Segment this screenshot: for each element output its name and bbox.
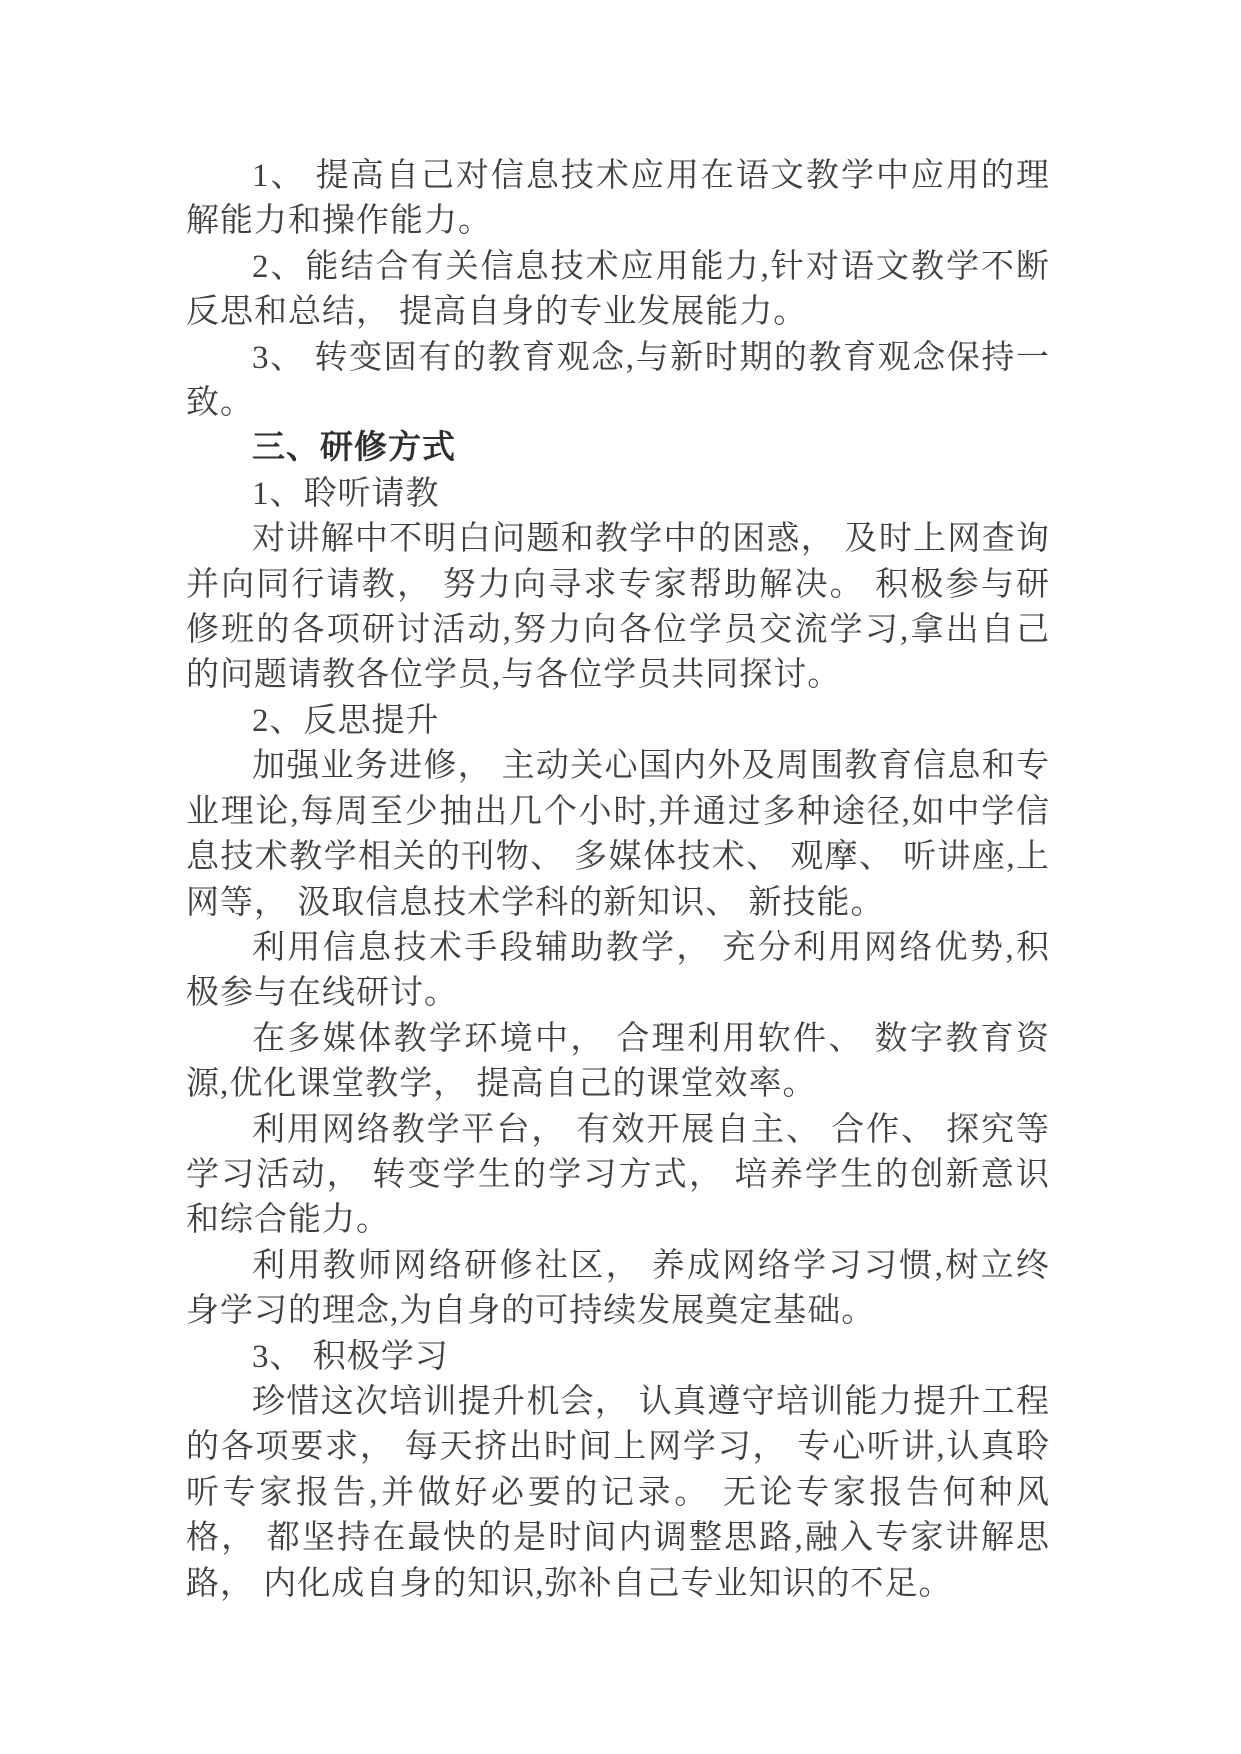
paragraph-goal-2: 2、能结合有关信息技术应用能力,针对语文教学不断反思和总结， 提高自身的专业发展能力。 xyxy=(186,248,1050,331)
paragraph-reflect-body-5: 利用教师网络研修社区， 养成网络学习习惯,树立终身学习的理念,为自身的可持续发展奠定基础。 xyxy=(186,1247,1050,1330)
section-heading-research-methods: 三、研修方式 xyxy=(252,430,456,467)
paragraph-reflect-body-2: 利用信息技术手段辅助教学， 充分利用网络优势,积极参与在线研讨。 xyxy=(186,929,1050,1012)
subheading-listen-and-ask: 1、聆听请教 xyxy=(252,475,440,512)
paragraph-goal-1: 1、 提高自己对信息技术应用在语文教学中应用的理解能力和操作能力。 xyxy=(186,158,1050,240)
paragraph-listen-and-ask-body: 对讲解中不明白问题和教学中的困惑， 及时上网查询并向同行请教， 努力向寻求专家帮助解决。 积极参与研修班的各项研讨活动,努力向各位学员交流学习,拿出自己的问题请教各位学员,与各位学员共同探讨。 xyxy=(186,521,1050,694)
paragraph-reflect-body-4: 利用网络教学平台， 有效开展自主、 合作、 探究等学习活动， 转变学生的学习方式， 培养学生的创新意识和综合能力。 xyxy=(186,1111,1050,1239)
paragraph-goal-3: 3、 转变固有的教育观念,与新时期的教育观念保持一致。 xyxy=(186,339,1050,422)
subheading-reflect-and-improve: 2、反思提升 xyxy=(252,702,440,739)
subheading-active-learning: 3、 积极学习 xyxy=(252,1338,449,1375)
paragraph-reflect-body-1: 加强业务进修， 主动关心国内外及周围教育信息和专业理论,每周至少抽出几个小时,并通过多种途径,如中学信息技术教学相关的刊物、 多媒体技术、 观摩、 听讲座,上网等， 汲取信息技术学科的新知识、 新技能。 xyxy=(186,748,1050,921)
paragraph-reflect-body-3: 在多媒体教学环境中， 合理利用软件、 数字教育资源,优化课堂教学， 提高自己的课堂效率。 xyxy=(186,1020,1050,1103)
paragraph-active-learning-body: 珍惜这次培训提升机会， 认真遵守培训能力提升工程的各项要求， 每天挤出时间上网学习， 专心听讲,认真聆听专家报告,并做好必要的记录。 无论专家报告何种风格， 都坚持在最快的是时间内调整思路,融入专家讲解思路， 内化成自身的知识,弥补自己专业知识的不足。 xyxy=(186,1383,1050,1602)
